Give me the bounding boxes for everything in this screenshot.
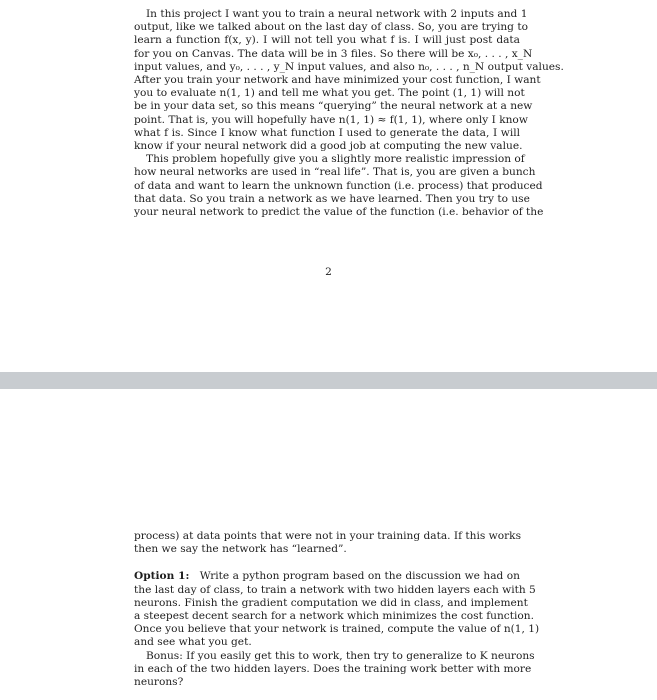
text-line: what f is. Since I know what function I used to generate the data, I will: [134, 126, 520, 139]
text-line: Once you believe that your network is trained, compute the value of n(1, 1): [134, 623, 540, 636]
text-line: neurons. Finish the gradient computation we did in class, and implement: [134, 596, 528, 609]
text-line: be in your data set, so this means “querying” the neural network at a new: [134, 100, 533, 113]
text-line: learn a function f(x, y). I will not tell you what f is. I will just post data: [134, 34, 520, 47]
page-separator: [0, 372, 657, 389]
text-line: input values, and y₀, . . . , y_N input values, and also n₀, . . . , n_N output values.: [134, 60, 564, 73]
text-line: that data. So you train a network as we have learned. Then you try to use: [134, 192, 530, 205]
text-line: This problem hopefully give you a slightly more realistic impression of: [146, 153, 525, 166]
text-line: output, like we talked about on the last day of class. So, you are trying to: [134, 21, 528, 34]
text-line: Write a python program based on the discussion we had on: [199, 570, 520, 583]
text-line: In this project I want you to train a neural network with 2 inputs and 1: [146, 8, 528, 20]
page-number: 2: [325, 266, 332, 278]
text-line: a steepest decent search for a network which minimizes the cost function.: [134, 610, 534, 623]
text-line: how neural networks are used in “real life”. That is, you are given a bunch: [134, 166, 536, 179]
text-line: neurons?: [134, 676, 184, 689]
option-heading: Option 1:: [134, 570, 190, 583]
text-line: process) at data points that were not in your training data. If this works: [134, 530, 522, 542]
text-line: and see what you get.: [134, 636, 252, 649]
text-line: After you train your network and have minimized your cost function, I want: [134, 74, 541, 87]
project-description-paragraph: [134, 8, 564, 219]
text-line: in each of the two hidden layers. Does the training work better with more: [134, 662, 532, 675]
text-line: of data and want to learn the unknown function (i.e. process) that produced: [134, 179, 543, 192]
text-line: Bonus: If you easily get this to work, then try to generalize to K neurons: [146, 649, 535, 662]
text-line: your neural network to predict the value of the function (i.e. behavior of the: [134, 206, 544, 219]
text-line: you to evaluate n(1, 1) and tell me what you get. The point (1, 1) will not: [134, 87, 525, 100]
text-line: point. That is, you will hopefully have n(1, 1) ≈ f(1, 1), where only I know: [134, 113, 528, 126]
text-line: for you on Canvas. The data will be in 3 files. So there will be x₀, . . . , x_N: [134, 47, 533, 60]
continuation-paragraph: [134, 530, 540, 689]
text-line: know if your neural network did a good job at computing the new value.: [134, 140, 523, 153]
text-line: the last day of class, to train a network with two hidden layers each with 5: [134, 583, 536, 596]
option-1-first-line: [134, 570, 520, 583]
document-page-bottom: [0, 389, 657, 700]
text-line: then we say the network has “learned”.: [134, 543, 347, 556]
